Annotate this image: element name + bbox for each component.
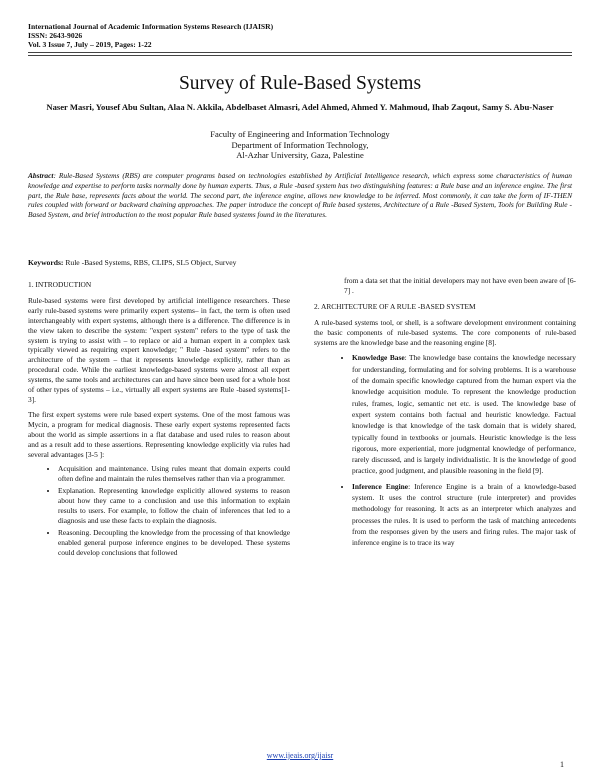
keywords-text: Rule -Based Systems, RBS, CLIPS, SL5 Object, Survey <box>63 258 237 267</box>
abstract-label: Abstract <box>28 171 54 180</box>
journal-volume: Vol. 3 Issue 7, July – 2019, Pages: 1-22 <box>28 40 152 49</box>
page-number: 1 <box>560 760 564 769</box>
paper-title: Survey of Rule-Based Systems <box>178 73 422 94</box>
section-heading-introduction: 1. INTRODUCTION <box>28 280 92 289</box>
affiliation <box>0 129 600 161</box>
list-item: • Reasoning. Decoupling the knowledge from the processing of that knowledge enabled general purpose inference engines to be developed. These systems could develop conclusions that followed <box>58 528 290 558</box>
intro-paragraph-1: Rule-based systems were first developed by artificial intelligence researchers. These early rule-based systems were primarily expert systems– in fact, the term is often used interchangeably with expert systems, although there is a difference. The difference is in the view taken to describe the system: "expert system" refers to the type of task the system is trying to assist with – to replace or aid a human expert in a complex task typically viewed as requiring expert knowledge; " Rule -based system" refers to the architecture of the system – that it represents knowledge explicitly, rather than as procedural code. While the earliest knowledge-based systems were almost all expert systems, the same tools and architectures can and have since been used for a whole host of other types of systems – i.e., virtually all expert systems are Rule -based systems[1-3]. <box>28 295 290 404</box>
list-item-inference-engine: • Inference Engine: Inference Engine is a brain of a knowledge-based system. It uses the control structure (rule interpreter) and provides methodology for reasoning. It acts as an interpreter which analyzes and processes the rules. It is used to perform the task of matching antecedents from the responses given by the users and firing rules. The major task of inference engine is to trace its way <box>352 481 576 549</box>
advantages-list <box>28 464 290 557</box>
right-column <box>314 276 576 552</box>
abstract <box>28 171 572 220</box>
left-column <box>28 280 290 562</box>
list-item-continuation: from a data set that the initial developers may not have even been aware of [6-7] . <box>344 276 576 295</box>
header-rule-bottom <box>28 55 572 56</box>
intro-paragraph-2: The first expert systems were rule based expert systems. One of the most famous was Mycin, a program for medical diagnosis. These early expert systems represented facts about the world as simple assertions in a flat database and used rules to reason about and as a result add to these assertions. Representing knowledge explicitly via rules had several advantages [3-5 ]: <box>28 409 290 459</box>
list-item-knowledge-base: • Knowledge Base: The knowledge base contains the knowledge necessary for understanding, formulating and for solving problems. It is a warehouse of the domain specific knowledge captured from the human expert via the knowledge acquisition module. To represent the knowledge production rules, frames, logic, semantic net etc. is used. The knowledge base of expert system contains both factual and heuristic knowledge. Factual knowledge is that knowledge of the task domain that is widely shared, typically found in textbooks or journals. Heuristic knowledge is the less rigorous, more experiential, more judgmental knowledge of performance, rarely discussed, and is largely individualistic. It is the knowledge of good practice, good judgment, and plausible reasoning in the field [9]. <box>352 352 576 476</box>
affiliation-department: Department of Information Technology, <box>231 139 369 150</box>
affiliation-faculty: Faculty of Engineering and Information Technology <box>210 129 390 139</box>
footer-link[interactable]: www.ijeais.org/ijaisr <box>266 751 334 760</box>
journal-name: International Journal of Academic Information Systems Research (IJAISR) <box>28 22 274 31</box>
architecture-intro: A rule-based systems tool, or shell, is a software development environment containing the basic components of rule-based systems. The core components of rule-based systems are the knowledge base and the reasoning engine [8]. <box>314 317 576 347</box>
journal-header <box>28 22 572 49</box>
section-heading-architecture: 2. ARCHITECTURE OF A RULE -BASED SYSTEM <box>314 301 476 311</box>
continued-list <box>314 276 576 296</box>
affiliation-university: Al-Azhar University, Gaza, Palestine <box>236 150 364 160</box>
keywords <box>28 258 572 268</box>
components-list <box>314 352 576 548</box>
list-item: • Acquisition and maintenance. Using rules meant that domain experts could often define and maintain the rules themselves rather than via a programmer. <box>58 464 290 484</box>
list-item: • Explanation. Representing knowledge explicitly allowed systems to reason about how they came to a conclusion and use this information to explain results to users. For example, to follow the chain of inferences that led to a diagnosis and use these facts to explain the diagnosis. <box>58 486 290 526</box>
header-rule-top <box>28 52 572 53</box>
abstract-text: : Rule-Based Systems (RBS) are computer programs based on technologies established by Artificial Intelligence research, which express some characteristics of human knowledge and expertise to perform tasks normally done by human experts. Thus, a Rule -based system has two distinguishing features: a Rule base and an inference engine. The first part, the Rule base, represents facts about the world. The second part, the inference engine, allows new knowledge to be inferred. Most commonly, it can take the form of IF-THEN rules coupled with forward or backward chaining approaches. The paper introduce the concept of Rule based systems, Architecture of a Rule -Based System, Tools for Building Rule -Based System, and brief introduction to the most popular Rule based systems found in the literatures. <box>28 171 572 220</box>
author-list: Naser Masri, Yousef Abu Sultan, Alaa N. Akkila, Abdelbaset Almasri, Adel Ahmed, Ahmed Y. Mahmoud, Ihab Zaqout, Samy S. Abu-Naser <box>46 102 554 112</box>
journal-issn: ISSN: 2643-9026 <box>28 31 83 40</box>
keywords-label: Keywords: <box>28 258 64 267</box>
